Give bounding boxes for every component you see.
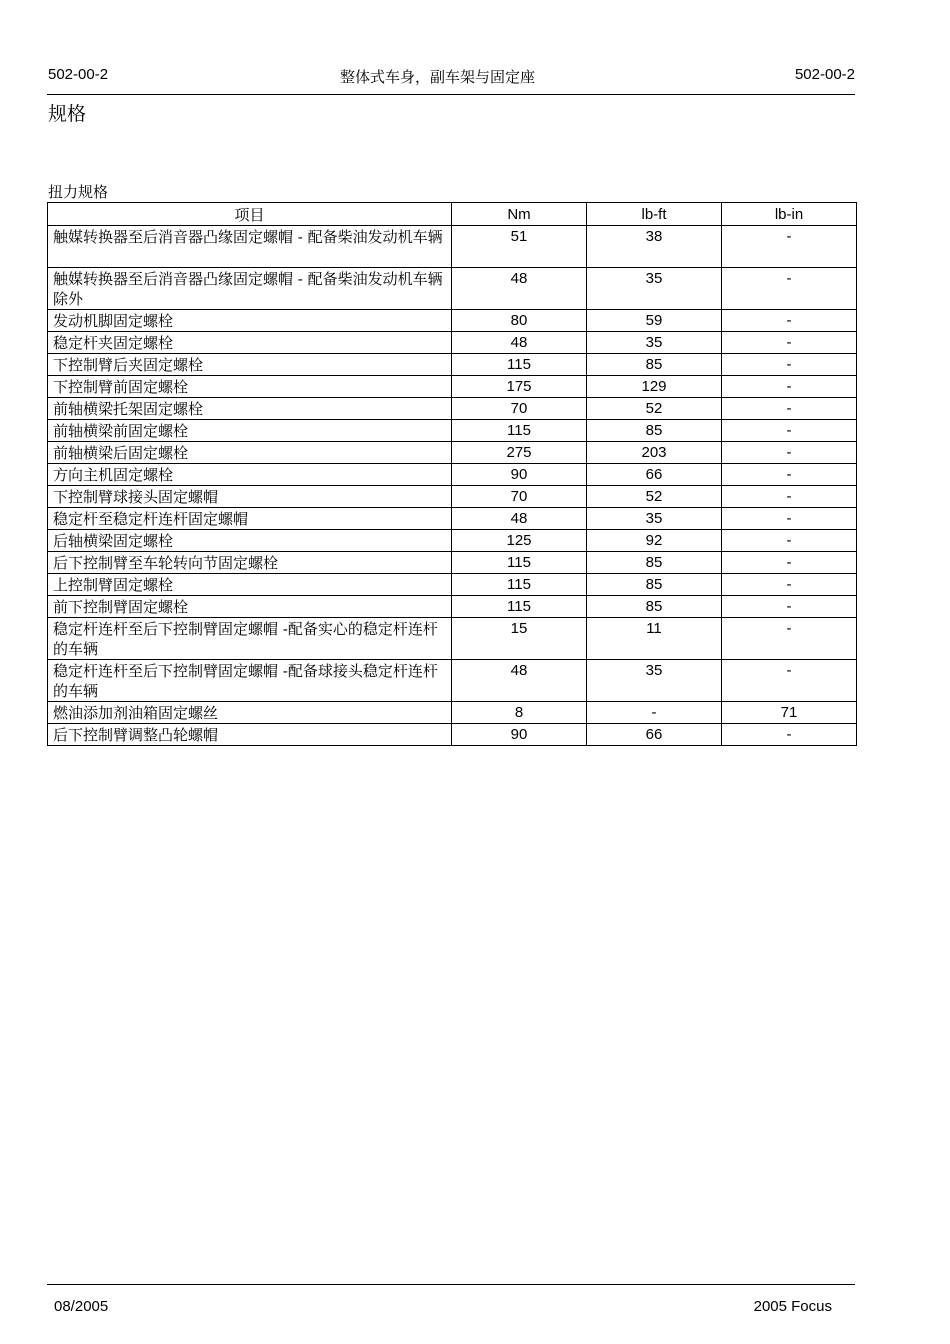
lbft-cell: 38 (587, 226, 722, 268)
nm-cell: 115 (452, 596, 587, 618)
nm-cell: 15 (452, 618, 587, 660)
footer-rule (47, 1284, 855, 1285)
table-row (48, 442, 857, 464)
lbft-cell: 35 (587, 508, 722, 530)
lbin-cell: - (722, 596, 857, 618)
table-row (48, 530, 857, 552)
table-header-row (48, 203, 857, 226)
lbft-cell: 129 (587, 376, 722, 398)
item-cell: 下控制臂前固定螺栓 (48, 376, 452, 398)
table-row (48, 508, 857, 530)
lbft-cell: 66 (587, 464, 722, 486)
lbft-cell: 52 (587, 486, 722, 508)
column-header-item: 项目 (48, 203, 452, 226)
nm-cell: 115 (452, 574, 587, 596)
table-row (48, 354, 857, 376)
lbin-cell: - (722, 660, 857, 702)
nm-cell: 51 (452, 226, 587, 268)
lbft-cell: 35 (587, 268, 722, 310)
torque-spec-table (47, 202, 857, 746)
item-cell: 稳定杆连杆至后下控制臂固定螺帽 -配备实心的稳定杆连杆的车辆 (48, 618, 452, 660)
lbin-cell: - (722, 398, 857, 420)
item-cell: 上控制臂固定螺栓 (48, 574, 452, 596)
lbin-cell: 71 (722, 702, 857, 724)
table-row (48, 268, 857, 310)
lbin-cell: - (722, 530, 857, 552)
item-cell: 稳定杆夹固定螺栓 (48, 332, 452, 354)
nm-cell: 48 (452, 268, 587, 310)
item-cell: 稳定杆至稳定杆连杆固定螺帽 (48, 508, 452, 530)
lbft-cell: 11 (587, 618, 722, 660)
lbin-cell: - (722, 420, 857, 442)
lbin-cell: - (722, 724, 857, 746)
header-section-code: 502-00-2 (48, 66, 109, 83)
item-cell: 下控制臂球接头固定螺帽 (48, 486, 452, 508)
lbin-cell: - (722, 552, 857, 574)
nm-cell: 48 (452, 508, 587, 530)
header-section-code-right: 502-00-2 (794, 66, 855, 83)
nm-cell: 115 (452, 354, 587, 376)
item-cell: 后轴横梁固定螺栓 (48, 530, 452, 552)
lbft-cell: 52 (587, 398, 722, 420)
table-row (48, 574, 857, 596)
lbin-cell: - (722, 486, 857, 508)
nm-cell: 275 (452, 442, 587, 464)
table-caption: 扭力规格 (48, 183, 109, 201)
table-row (48, 486, 857, 508)
lbft-cell: - (587, 702, 722, 724)
nm-cell: 90 (452, 464, 587, 486)
column-header-lbin: lb-in (722, 203, 857, 226)
header-rule (47, 94, 855, 95)
nm-cell: 90 (452, 724, 587, 746)
table-row (48, 596, 857, 618)
header-title: 整体式车身，副车架与固定座 (340, 68, 536, 86)
lbft-cell: 92 (587, 530, 722, 552)
item-cell: 触媒转换器至后消音器凸缘固定螺帽 - 配备柴油发动机车辆 (48, 226, 452, 268)
table-row (48, 552, 857, 574)
item-cell: 前下控制臂固定螺栓 (48, 596, 452, 618)
item-cell: 后下控制臂至车轮转向节固定螺栓 (48, 552, 452, 574)
nm-cell: 70 (452, 398, 587, 420)
table-row (48, 226, 857, 268)
item-cell: 前轴横梁前固定螺栓 (48, 420, 452, 442)
table-row (48, 310, 857, 332)
item-cell: 后下控制臂调整凸轮螺帽 (48, 724, 452, 746)
lbin-cell: - (722, 618, 857, 660)
lbin-cell: - (722, 226, 857, 268)
item-cell: 前轴横梁后固定螺栓 (48, 442, 452, 464)
lbft-cell: 66 (587, 724, 722, 746)
lbft-cell: 35 (587, 660, 722, 702)
lbin-cell: - (722, 268, 857, 310)
lbin-cell: - (722, 508, 857, 530)
section-title: 规格 (48, 103, 87, 125)
nm-cell: 115 (452, 420, 587, 442)
table-row (48, 376, 857, 398)
lbft-cell: 35 (587, 332, 722, 354)
lbft-cell: 59 (587, 310, 722, 332)
table-row (48, 464, 857, 486)
table-row (48, 398, 857, 420)
lbft-cell: 85 (587, 552, 722, 574)
table-row (48, 618, 857, 660)
lbin-cell: - (722, 376, 857, 398)
item-cell: 触媒转换器至后消音器凸缘固定螺帽 - 配备柴油发动机车辆除外 (48, 268, 452, 310)
nm-cell: 80 (452, 310, 587, 332)
table-row (48, 420, 857, 442)
table-row (48, 332, 857, 354)
item-cell: 发动机脚固定螺栓 (48, 310, 452, 332)
table-row (48, 724, 857, 746)
lbin-cell: - (722, 464, 857, 486)
lbft-cell: 85 (587, 420, 722, 442)
lbft-cell: 85 (587, 574, 722, 596)
nm-cell: 175 (452, 376, 587, 398)
column-header-nm: Nm (452, 203, 587, 226)
item-cell: 方向主机固定螺栓 (48, 464, 452, 486)
nm-cell: 48 (452, 660, 587, 702)
item-cell: 下控制臂后夹固定螺栓 (48, 354, 452, 376)
lbin-cell: - (722, 310, 857, 332)
lbft-cell: 85 (587, 354, 722, 376)
lbin-cell: - (722, 442, 857, 464)
lbin-cell: - (722, 354, 857, 376)
nm-cell: 115 (452, 552, 587, 574)
lbin-cell: - (722, 574, 857, 596)
nm-cell: 125 (452, 530, 587, 552)
lbin-cell: - (722, 332, 857, 354)
item-cell: 稳定杆连杆至后下控制臂固定螺帽 -配备球接头稳定杆连杆的车辆 (48, 660, 452, 702)
item-cell: 前轴横梁托架固定螺栓 (48, 398, 452, 420)
footer-date: 08/2005 (54, 1298, 109, 1315)
column-header-lbft: lb-ft (587, 203, 722, 226)
nm-cell: 8 (452, 702, 587, 724)
item-cell: 燃油添加剂油箱固定螺丝 (48, 702, 452, 724)
nm-cell: 70 (452, 486, 587, 508)
lbft-cell: 85 (587, 596, 722, 618)
table-row (48, 660, 857, 702)
lbft-cell: 203 (587, 442, 722, 464)
table-row (48, 702, 857, 724)
footer-model: 2005 Focus (753, 1298, 832, 1315)
nm-cell: 48 (452, 332, 587, 354)
